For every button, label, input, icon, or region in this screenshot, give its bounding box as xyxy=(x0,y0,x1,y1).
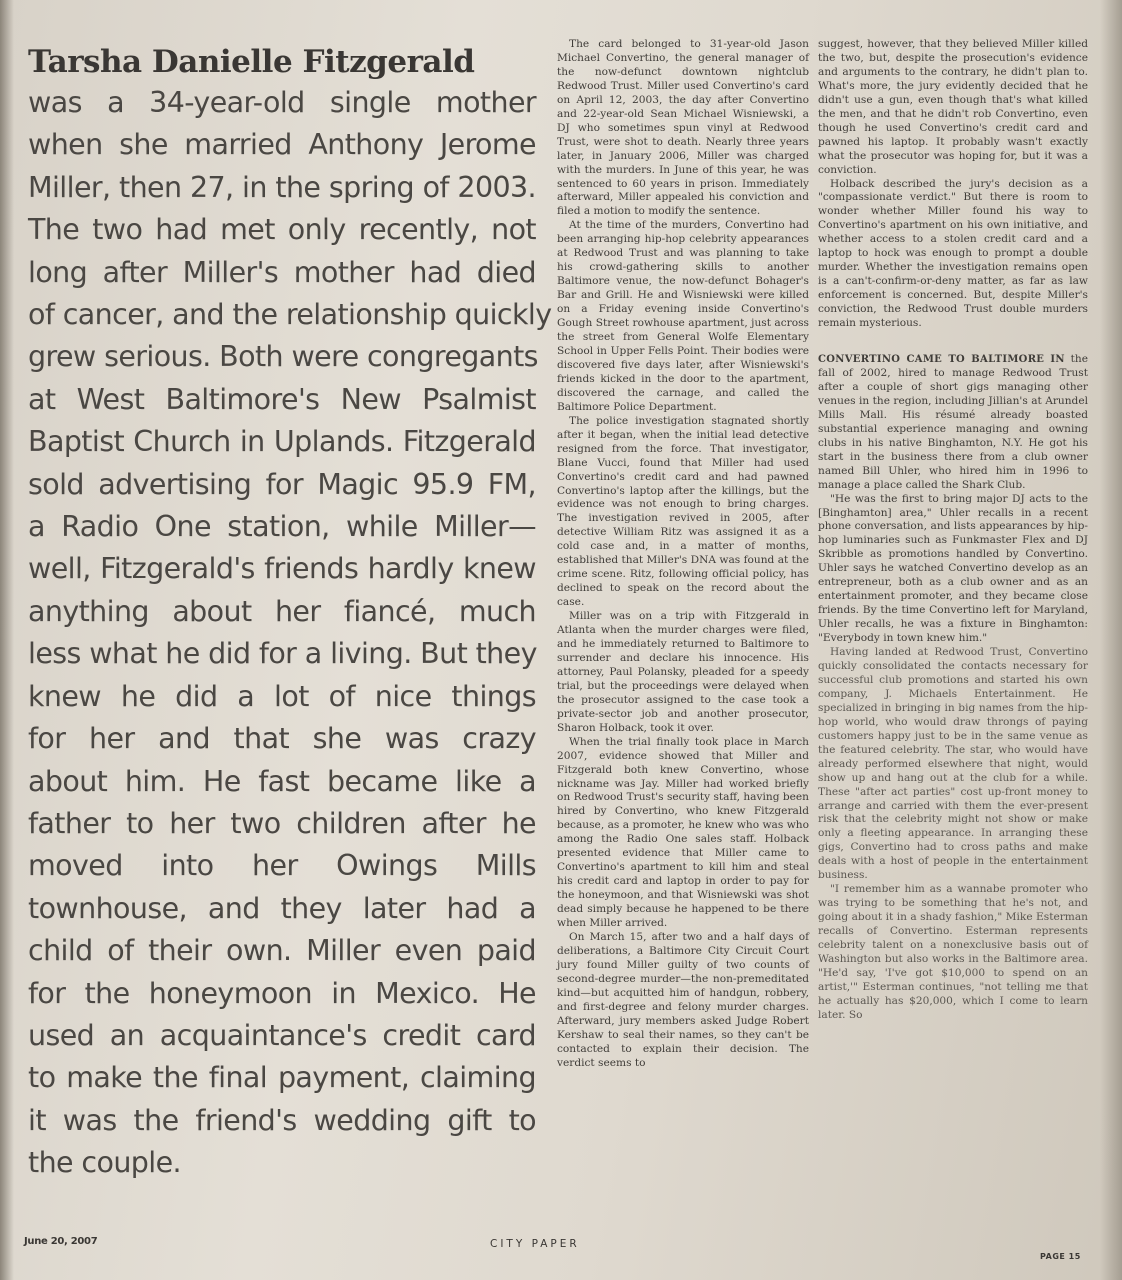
body-paragraph: Holback described the jury's decision as a "compassionate verdict." But there is room to wonder whether Miller found his way to Convertino's apartment on his own initiative, and whether access to a stolen credit card and a laptop to hock was enough to prompt a double murder. Whether the investigation remains open is a can't-confirm-or-deny matter, as far as law enforcement is concerned. But, despite Miller's conviction, the Redwood Trust double murders remain mysterious. xyxy=(818,177,1088,330)
page-edge-shadow-right xyxy=(1100,0,1122,1280)
lede-line: long after Miller's mother had died xyxy=(28,255,536,289)
lede-line: Miller, then 27, in the spring of 2003. xyxy=(28,170,536,204)
lede-line: to make the final payment, claiming xyxy=(28,1061,536,1095)
section-subhead: CONVERTINO CAME TO BALTIMORE IN xyxy=(818,354,1065,366)
lede-line: anything about her fiancé, much xyxy=(28,594,536,628)
body-paragraph: At the time of the murders, Convertino had been arranging hip-hop celebrity appearances at Redwood Trust and was planning to take his crowd-gathering skills to another Baltimore venue, the now-defunct Bohager's Bar and Grill. He and Wisniewski were killed on a Friday evening inside Convertino's Gough Street rowhouse apartment, just across the street from General Wolfe Elementary School in Upper Fells Point. Their bodies were discovered five days later, after Wisniewski's friends kicked in the door to the apartment, discovered the carnage, and called the Baltimore Police Department. xyxy=(557,219,809,413)
lede-line: The two had met only recently, not xyxy=(28,213,536,247)
lede-line: well, Fitzgerald's friends hardly knew xyxy=(28,552,536,586)
lede-line: sold advertising for Magic 95.9 FM, xyxy=(28,467,536,501)
body-paragraph: The police investigation stagnated shortly after it began, when the initial lead detective resigned from the force. That investigator, Blane Vucci, found that Miller had used Convertino's credit card and had pawned Convertino's laptop after the killings, but the evidence was not enough to bring charges. The investigation revived in 2005, after detective William Ritz was assigned it as a cold case and, in a matter of months, established that Miller's DNA was found at the crime scene. Ritz, following official policy, has declined to speak on the record about the case. xyxy=(557,414,809,609)
body-paragraph: suggest, however, that they believed Miller killed the two, but, despite the prosecution's evidence and arguments to the contrary, he didn't plan to. What's more, the jury evidently decided that he didn't use a gun, even though that's what killed the men, and that he didn't rob Convertino, even though he used Convertino's credit card and pawned his laptop. It probably wasn't exactly what the prosecutor was hoping for, but it was a conviction. xyxy=(818,38,1088,176)
body-paragraph: The card belonged to 31-year-old Jason Michael Convertino, the general manager of the now-defunct downtown nightclub Redwood Trust. Miller used Convertino's card on April 12, 2003, the day after Convertino and 22-year-old Sean Michael Wisniewski, a DJ who sometimes spun vinyl at Redwood Trust, were shot to death. Nearly three years later, in January 2006, Miller was charged with the murders. In June of this year, he was sentenced to 60 years in prison. Immediately afterward, Miller appealed his conviction and filed a motion to modify the sentence. xyxy=(557,38,809,218)
lede-line: a Radio One station, while Miller— xyxy=(28,510,536,544)
body-column-3 xyxy=(818,38,1088,1023)
footer-date: June 20, 2007 xyxy=(24,1236,98,1247)
lede-line: at West Baltimore's New Psalmist xyxy=(28,382,536,416)
body-paragraph: Having landed at Redwood Trust, Convertino quickly consolidated the contacts necessary for successful club promotions and started his own company, J. Michaels Entertainment. He specialized in bringing in big names from the hip-hop world, who would draw throngs of paying customers happy just to be in the same venue as the featured celebrity. The star, who would have already performed elsewhere that night, would show up and hang out at the club for a while. These "after act parties" cost up-front money to arrange and carried with them the ever-present risk that the celebrity might not show or make only a fleeting appearance. In arranging these gigs, Convertino had to cross paths and make deals with a host of people in the entertainment business. xyxy=(818,646,1088,882)
lede-line: used an acquaintance's credit card xyxy=(28,1018,536,1052)
section-start-text: the fall of 2002, hired to manage Redwood Trust after a couple of short gigs managing other venues in the region, including Jillian's at Arundel Mills Mall. His résumé already boasted substantial experience managing and owning clubs in his native Binghamton, N.Y. He got his start in the business there from a club owner named Bill Uhler, who hired him in 1996 to manage a place called the Shark Club. xyxy=(818,353,1088,491)
lede-body xyxy=(28,82,552,1185)
page-edge-shadow-left xyxy=(0,0,14,1280)
body-paragraph: Miller was on a trip with Fitzgerald in Atlanta when the murder charges were filed, and he immediately returned to Baltimore to surrender and declare his innocence. His attorney, Paul Polansky, pleaded for a speedy trial, but the proceedings were delayed when the prosecutor assigned to the case took a private-sector job and another prosecutor, Sharon Holback, took it over. xyxy=(557,610,809,734)
lede-line: it was the friend's wedding gift to xyxy=(28,1103,536,1137)
lede-line: moved into her Owings Mills xyxy=(28,849,536,883)
lede-line: the couple. xyxy=(28,1146,182,1180)
lede-line: townhouse, and they later had a xyxy=(28,891,536,925)
lede-line: less what he did for a living. But they xyxy=(28,637,537,671)
lede-line: when she married Anthony Jerome xyxy=(28,128,536,162)
section-break xyxy=(818,331,1088,353)
body-paragraph: "He was the first to bring major DJ acts to the [Binghamton] area," Uhler recalls in a recent phone conversation, and lists appearances by hip-hop luminaries such as Funkmaster Flex and DJ Skribble as promotions handled by Convertino. Uhler says he watched Convertino develop as an entrepreneur, both as a club owner and as an entertainment promoter, and they became close friends. By the time Convertino left for Maryland, Uhler recalls, he was a fixture in Binghamton: "Everybody in town knew him." xyxy=(818,492,1088,645)
lede-line: for the honeymoon in Mexico. He xyxy=(28,976,536,1010)
lede-line: grew serious. Both were congregants xyxy=(28,340,538,374)
body-paragraph: "I remember him as a wannabe promoter who was trying to be something that he's not, and going about it in a shady fashion," Mike Esterman recalls of Convertino. Esterman represents celebrity talent on a nonexclusive basis out of Washington but also works in the Baltimore area. "He'd say, 'I've got $10,000 to spend on an artist,'" Esterman continues, "not telling me that he actually has $20,000, which I come to learn later. So xyxy=(818,883,1088,1021)
body-paragraph: On March 15, after two and a half days of deliberations, a Baltimore City Circuit Court jury found Miller guilty of two counts of second-degree murder—the non-premeditated kind—but acquitted him of handgun, robbery, and first-degree and felony murder charges. Afterward, jury members asked Judge Robert Kershaw to seal their names, so they can't be contacted to explain their decision. The verdict seems to xyxy=(557,931,809,1069)
lede-line: was a 34-year-old single mother xyxy=(28,86,536,119)
lede-line: about him. He fast became like a xyxy=(28,764,536,798)
footer-page-number: PAGE 15 xyxy=(1040,1252,1081,1261)
lede-line: for her and that she was crazy xyxy=(28,722,536,756)
lede-line: knew he did a lot of nice things xyxy=(28,679,536,713)
body-column-2 xyxy=(557,38,809,1071)
lede-line: child of their own. Miller even paid xyxy=(28,934,536,968)
body-paragraph: When the trial finally took place in March 2007, evidence showed that Miller and Fitzgerald both knew Convertino, whose nickname was Jay. Miller had worked briefly on Redwood Trust's security staff, having been hired by Convertino, who knew Fitzgerald because, as a promoter, he knew who was who among the Radio One sales staff. Holback presented evidence that Miller came to Convertino's apartment to kill him and steal his credit card and laptop in order to pay for the honeymoon, and that Wisniewski was shot dead simply because he happened to be there when Miller arrived. xyxy=(557,735,809,930)
footer-publication-name: CITY PAPER xyxy=(490,1238,580,1250)
lede-line: of cancer, and the relationship quickly xyxy=(28,298,552,332)
lede-column xyxy=(28,42,552,1185)
lede-headline-name: Tarsha Danielle Fitzgerald xyxy=(28,44,475,80)
lede-line: father to her two children after he xyxy=(28,806,536,840)
lede-line: Baptist Church in Uplands. Fitzgerald xyxy=(28,425,536,459)
section-start-paragraph xyxy=(818,353,1088,493)
